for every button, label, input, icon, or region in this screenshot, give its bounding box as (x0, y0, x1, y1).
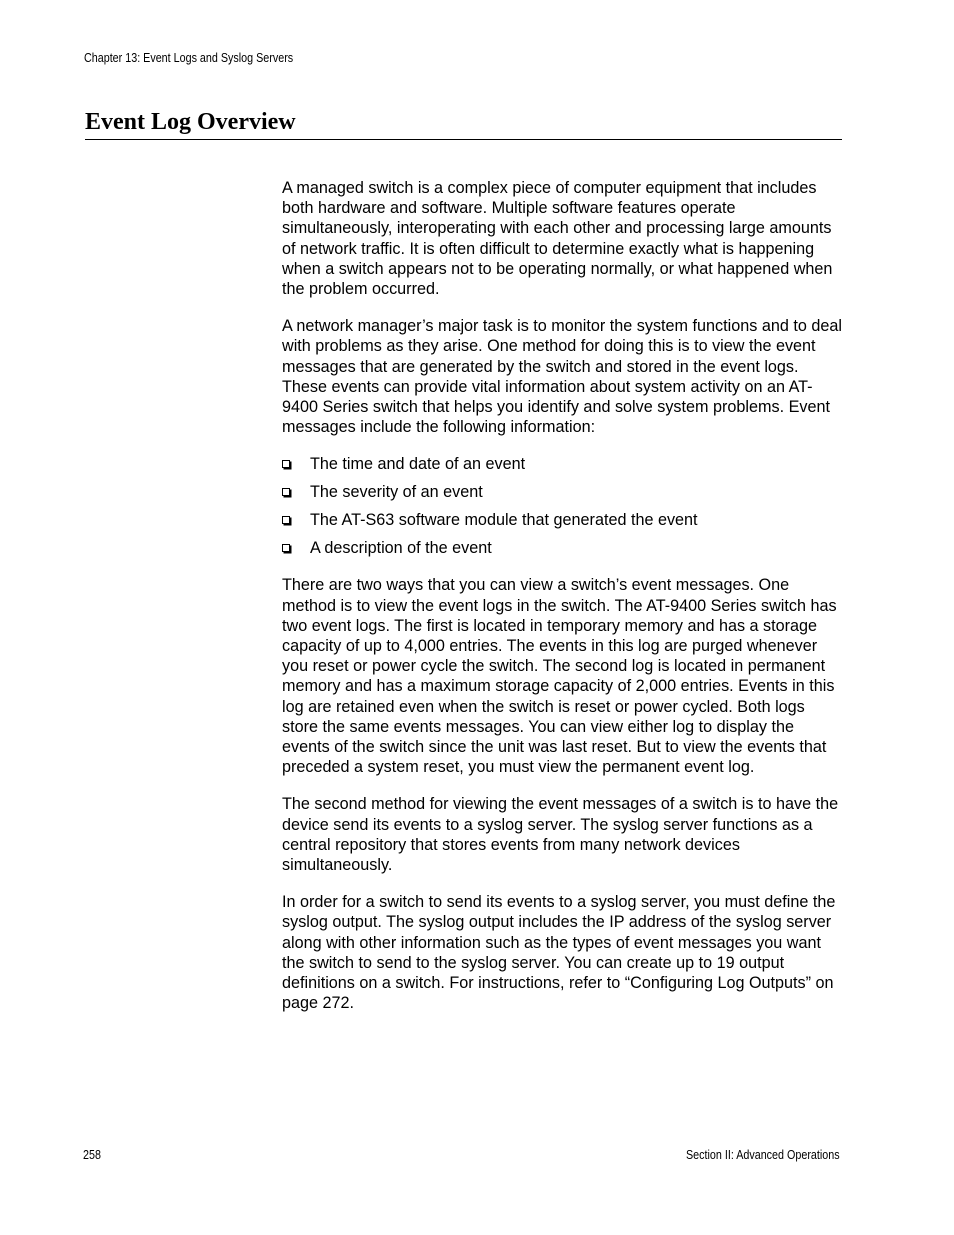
box-bullet-icon (282, 488, 290, 496)
footer-section: Section II: Advanced Operations (686, 1148, 840, 1162)
title-rule (85, 139, 842, 140)
list-item (282, 482, 844, 502)
paragraph-syslog-output: In order for a switch to send its events to a syslog server, you must define the syslog output. The syslog output includes the IP address of the syslog server along with other information such as the types of event messages you want the switch to send to the syslog server. You can create up to 19 output definitions on a switch. For instructions, refer to “Configuring Log Outputs” on page 272. (282, 893, 836, 1013)
paragraph-second-method: The second method for viewing the event messages of a switch is to have the device send its events to a syslog server. The syslog server functions as a central repository that stores events from many network devices simultaneously. (282, 795, 839, 875)
box-bullet-icon (282, 516, 290, 524)
list-item-text: The AT-S63 software module that generated the event (310, 511, 698, 530)
list-item-text: The severity of an event (310, 483, 483, 502)
box-bullet-icon (282, 460, 290, 468)
paragraph-two-ways: There are two ways that you can view a switch’s event messages. One method is to view the event logs in the switch. The AT-9400 Series switch has two event logs. The first is located in temporary memory and has a storage capacity of up to 4,000 entries. The events in this log are purged whenever you reset or power cycle the switch. The second log is located in permanent memory and has a maximum storage capacity of 2,000 entries. Events in this log are retained even when the switch is reset or power cycled. Both logs store the same events messages. You can view either log to display the events of the switch since the unit was last reset. But to view the events that preceded a system reset, you must view the permanent event log. (282, 576, 837, 777)
paragraph-intro: A managed switch is a complex piece of computer equipment that includes both hardware and software. Multiple software features operate simultaneously, interoperating with each other and processing large amounts of network traffic. It is often difficult to determine exactly what is happening when a switch appears not to be operating normally, or what happened when the problem occurred. (282, 179, 833, 299)
event-info-list (282, 454, 844, 558)
body-text (282, 178, 844, 1031)
list-item-text: A description of the event (310, 539, 492, 558)
page-title: Event Log Overview (85, 109, 296, 135)
box-bullet-icon (282, 544, 290, 552)
list-item (282, 538, 844, 558)
page-number: 258 (83, 1148, 101, 1162)
list-item-text: The time and date of an event (310, 455, 526, 474)
list-item (282, 510, 844, 530)
running-header: Chapter 13: Event Logs and Syslog Servers (84, 51, 294, 65)
paragraph-network-manager: A network manager’s major task is to monitor the system functions and to deal with problems as they arise. One method for doing this is to view the event messages that are generated by the switch and stored in the event logs. These events can provide vital information about system activity on an AT-9400 Series switch that helps you identify and solve system problems. Event messages include the following information: (282, 317, 842, 437)
list-item (282, 454, 844, 474)
